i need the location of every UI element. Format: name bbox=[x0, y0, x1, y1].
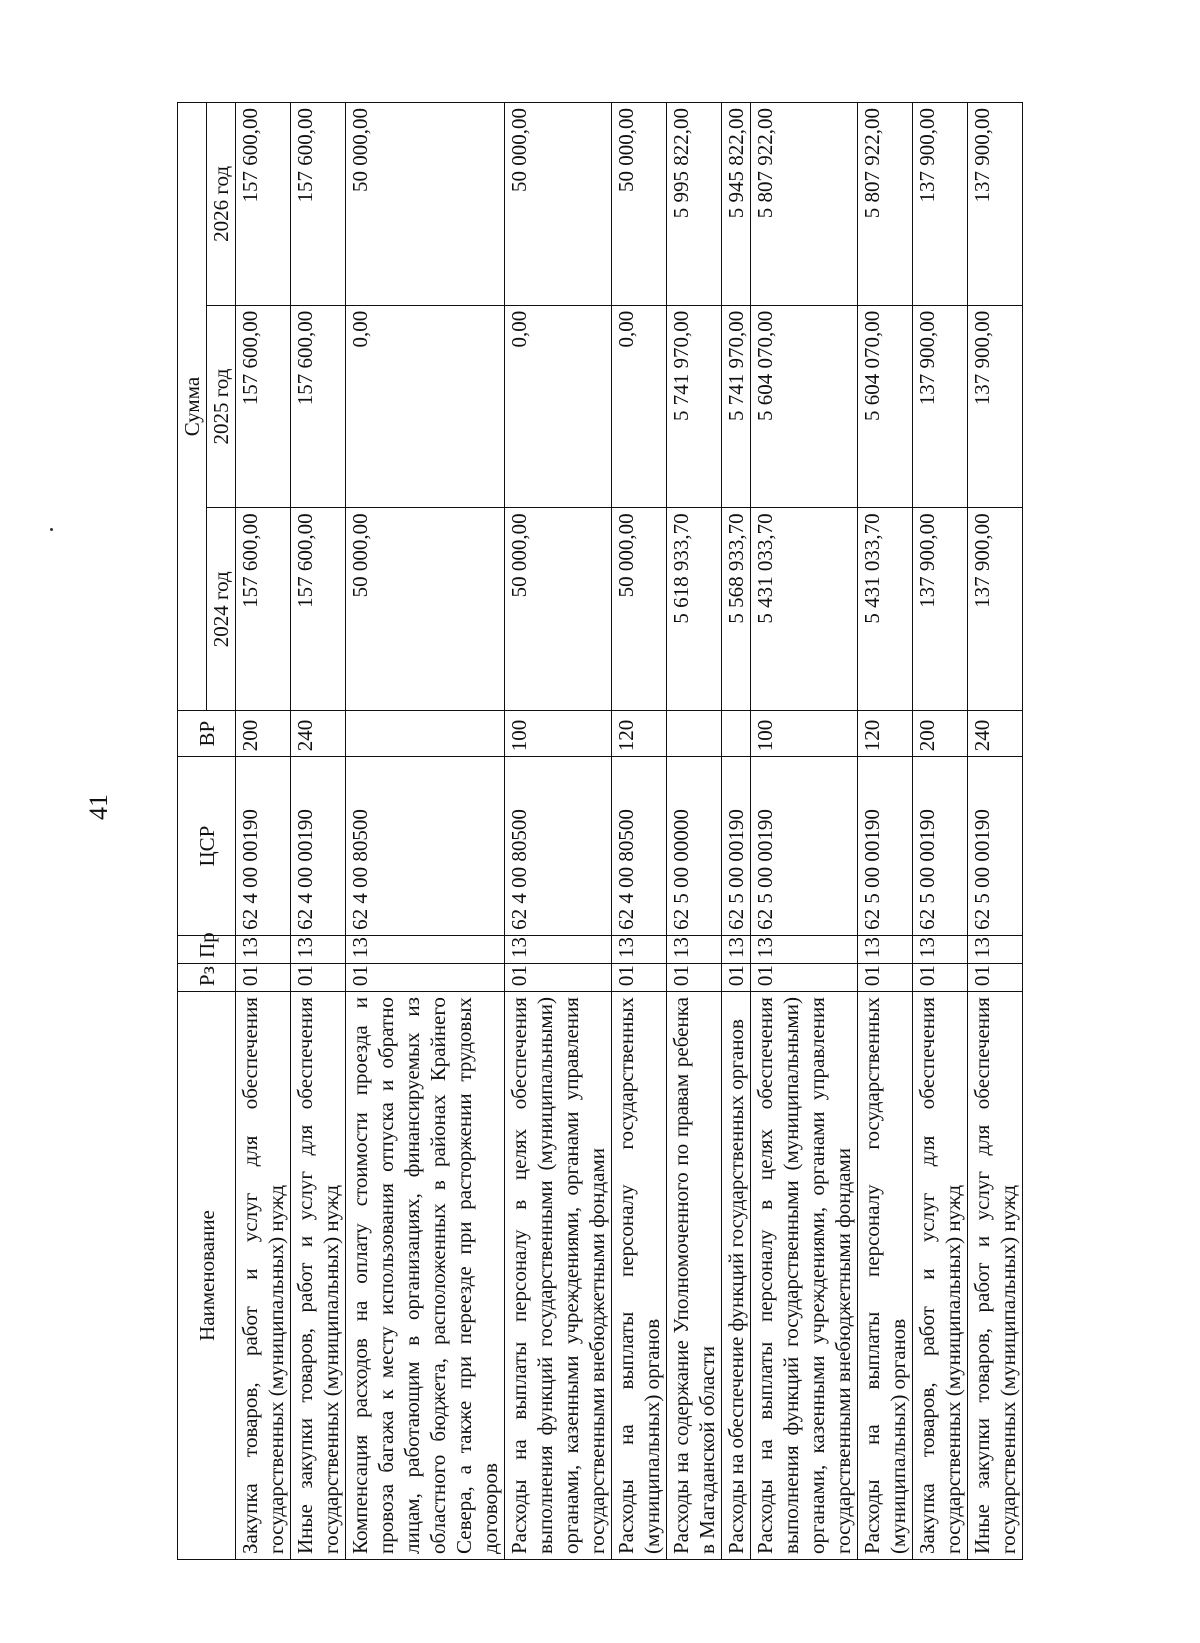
row-amount-2025: 157 600,00 bbox=[236, 305, 291, 508]
row-amount-2026: 5 995 822,00 bbox=[667, 103, 722, 306]
row-csr: 62 4 00 80500 bbox=[612, 757, 667, 936]
row-pr: 13 bbox=[667, 935, 722, 963]
row-amount-2025: 0,00 bbox=[612, 305, 667, 508]
row-csr: 62 5 00 00190 bbox=[858, 757, 913, 936]
header-vr: ВР bbox=[178, 711, 236, 757]
row-amount-2026: 137 900,00 bbox=[968, 103, 1023, 306]
table-row bbox=[612, 103, 667, 1560]
row-amount-2026: 137 900,00 bbox=[913, 103, 968, 306]
row-vr bbox=[722, 711, 751, 757]
row-rz: 01 bbox=[722, 963, 751, 991]
row-amount-2025: 0,00 bbox=[346, 305, 505, 508]
page-number: 41 bbox=[84, 794, 113, 820]
row-amount-2025: 5 604 070,00 bbox=[751, 305, 858, 508]
row-amount-2026: 5 807 922,00 bbox=[751, 103, 858, 306]
row-pr: 13 bbox=[505, 935, 612, 963]
row-amount-2024: 137 900,00 bbox=[968, 508, 1023, 711]
row-amount-2024: 50 000,00 bbox=[346, 508, 505, 711]
row-name: Расходы на выплаты персоналу государственных (муниципальных) органов bbox=[858, 992, 913, 1560]
row-vr: 100 bbox=[751, 711, 858, 757]
row-name: Закупка товаров, работ и услуг для обеспечения государственных (муниципальных) нужд bbox=[913, 992, 968, 1560]
row-amount-2024: 137 900,00 bbox=[913, 508, 968, 711]
header-csr: ЦСР bbox=[178, 757, 236, 936]
table-body bbox=[236, 103, 1023, 1560]
row-pr: 13 bbox=[722, 935, 751, 963]
row-pr: 13 bbox=[346, 935, 505, 963]
row-vr: 120 bbox=[858, 711, 913, 757]
row-rz: 01 bbox=[751, 963, 858, 991]
row-csr: 62 5 00 00190 bbox=[913, 757, 968, 936]
row-vr: 240 bbox=[968, 711, 1023, 757]
table-row bbox=[913, 103, 968, 1560]
row-rz: 01 bbox=[291, 963, 346, 991]
table-header bbox=[178, 103, 236, 1560]
row-amount-2024: 50 000,00 bbox=[612, 508, 667, 711]
header-row-1 bbox=[178, 103, 207, 1560]
row-name: Расходы на содержание Уполномоченного по правам ребенка в Магаданской области bbox=[667, 992, 722, 1560]
row-amount-2026: 5 807 922,00 bbox=[858, 103, 913, 306]
row-rz: 01 bbox=[505, 963, 612, 991]
table-row bbox=[236, 103, 291, 1560]
row-amount-2026: 157 600,00 bbox=[236, 103, 291, 306]
header-name: Наименование bbox=[178, 992, 236, 1560]
row-vr: 240 bbox=[291, 711, 346, 757]
row-amount-2024: 5 431 033,70 bbox=[751, 508, 858, 711]
row-csr: 62 4 00 00190 bbox=[291, 757, 346, 936]
row-rz: 01 bbox=[858, 963, 913, 991]
row-vr bbox=[346, 711, 505, 757]
table-row bbox=[751, 103, 858, 1560]
row-amount-2024: 157 600,00 bbox=[291, 508, 346, 711]
table-row bbox=[722, 103, 751, 1560]
row-vr: 120 bbox=[612, 711, 667, 757]
row-name: Расходы на выплаты персоналу в целях обеспечения выполнения функций государственными (муниципальными) органами, казенными учреждениями, органами управления государственными внебюджетными фондами bbox=[751, 992, 858, 1560]
header-year-2024: 2024 год bbox=[207, 508, 236, 711]
row-amount-2026: 50 000,00 bbox=[505, 103, 612, 306]
row-amount-2024: 157 600,00 bbox=[236, 508, 291, 711]
header-pr: Пр bbox=[178, 935, 236, 963]
header-year-2025: 2025 год bbox=[207, 305, 236, 508]
row-csr: 62 5 00 00190 bbox=[722, 757, 751, 936]
row-vr: 200 bbox=[913, 711, 968, 757]
row-vr: 100 bbox=[505, 711, 612, 757]
row-pr: 13 bbox=[751, 935, 858, 963]
row-amount-2026: 157 600,00 bbox=[291, 103, 346, 306]
row-pr: 13 bbox=[612, 935, 667, 963]
row-name: Расходы на обеспечение функций государственных органов bbox=[722, 992, 751, 1560]
row-csr: 62 4 00 80500 bbox=[505, 757, 612, 936]
row-csr: 62 4 00 00190 bbox=[236, 757, 291, 936]
table-row bbox=[968, 103, 1023, 1560]
row-amount-2025: 5 604 070,00 bbox=[858, 305, 913, 508]
table-row bbox=[667, 103, 722, 1560]
row-name: Расходы на выплаты персоналу в целях обеспечения выполнения функций государственными (муниципальными) органами, казенными учреждениями, органами управления государственными внебюджетными фондами bbox=[505, 992, 612, 1560]
row-amount-2026: 50 000,00 bbox=[346, 103, 505, 306]
row-rz: 01 bbox=[913, 963, 968, 991]
row-name: Иные закупки товаров, работ и услуг для обеспечения государственных (муниципальных) нужд bbox=[291, 992, 346, 1560]
row-amount-2024: 5 618 933,70 bbox=[667, 508, 722, 711]
budget-table bbox=[177, 102, 1023, 1560]
row-amount-2025: 137 900,00 bbox=[913, 305, 968, 508]
row-pr: 13 bbox=[236, 935, 291, 963]
row-amount-2025: 157 600,00 bbox=[291, 305, 346, 508]
row-rz: 01 bbox=[968, 963, 1023, 991]
row-amount-2024: 5 431 033,70 bbox=[858, 508, 913, 711]
row-pr: 13 bbox=[858, 935, 913, 963]
row-amount-2024: 50 000,00 bbox=[505, 508, 612, 711]
row-name: Расходы на выплаты персоналу государственных (муниципальных) органов bbox=[612, 992, 667, 1560]
row-csr: 62 4 00 80500 bbox=[346, 757, 505, 936]
row-vr: 200 bbox=[236, 711, 291, 757]
row-pr: 13 bbox=[968, 935, 1023, 963]
row-amount-2025: 5 741 970,00 bbox=[722, 305, 751, 508]
row-csr: 62 5 00 00190 bbox=[968, 757, 1023, 936]
row-rz: 01 bbox=[236, 963, 291, 991]
row-rz: 01 bbox=[612, 963, 667, 991]
scan-speck bbox=[50, 528, 53, 531]
table-row bbox=[858, 103, 913, 1560]
row-pr: 13 bbox=[913, 935, 968, 963]
row-amount-2026: 5 945 822,00 bbox=[722, 103, 751, 306]
row-rz: 01 bbox=[667, 963, 722, 991]
row-amount-2025: 137 900,00 bbox=[968, 305, 1023, 508]
row-amount-2026: 50 000,00 bbox=[612, 103, 667, 306]
header-sum: Сумма bbox=[178, 103, 207, 711]
row-csr: 62 5 00 00000 bbox=[667, 757, 722, 936]
row-amount-2025: 0,00 bbox=[505, 305, 612, 508]
header-year-2026: 2026 год bbox=[207, 103, 236, 306]
rotated-table-wrapper bbox=[177, 102, 1020, 1560]
table-row bbox=[291, 103, 346, 1560]
row-amount-2025: 5 741 970,00 bbox=[667, 305, 722, 508]
table-row bbox=[505, 103, 612, 1560]
row-name: Компенсация расходов на оплату стоимости проезда и провоза багажа к месту использования отпуска и обратно лицам, работающим в организациях, финансируемых из областного бюджета, расположенных в районах Крайнего Севера, а также при переезде при расторжении трудовых договоров bbox=[346, 992, 505, 1560]
row-pr: 13 bbox=[291, 935, 346, 963]
row-rz: 01 bbox=[346, 963, 505, 991]
row-name: Иные закупки товаров, работ и услуг для обеспечения государственных (муниципальных) нужд bbox=[968, 992, 1023, 1560]
row-vr bbox=[667, 711, 722, 757]
table-row bbox=[346, 103, 505, 1560]
row-amount-2024: 5 568 933,70 bbox=[722, 508, 751, 711]
row-name: Закупка товаров, работ и услуг для обеспечения государственных (муниципальных) нужд bbox=[236, 992, 291, 1560]
header-rz: Рз bbox=[178, 963, 236, 991]
row-csr: 62 5 00 00190 bbox=[751, 757, 858, 936]
